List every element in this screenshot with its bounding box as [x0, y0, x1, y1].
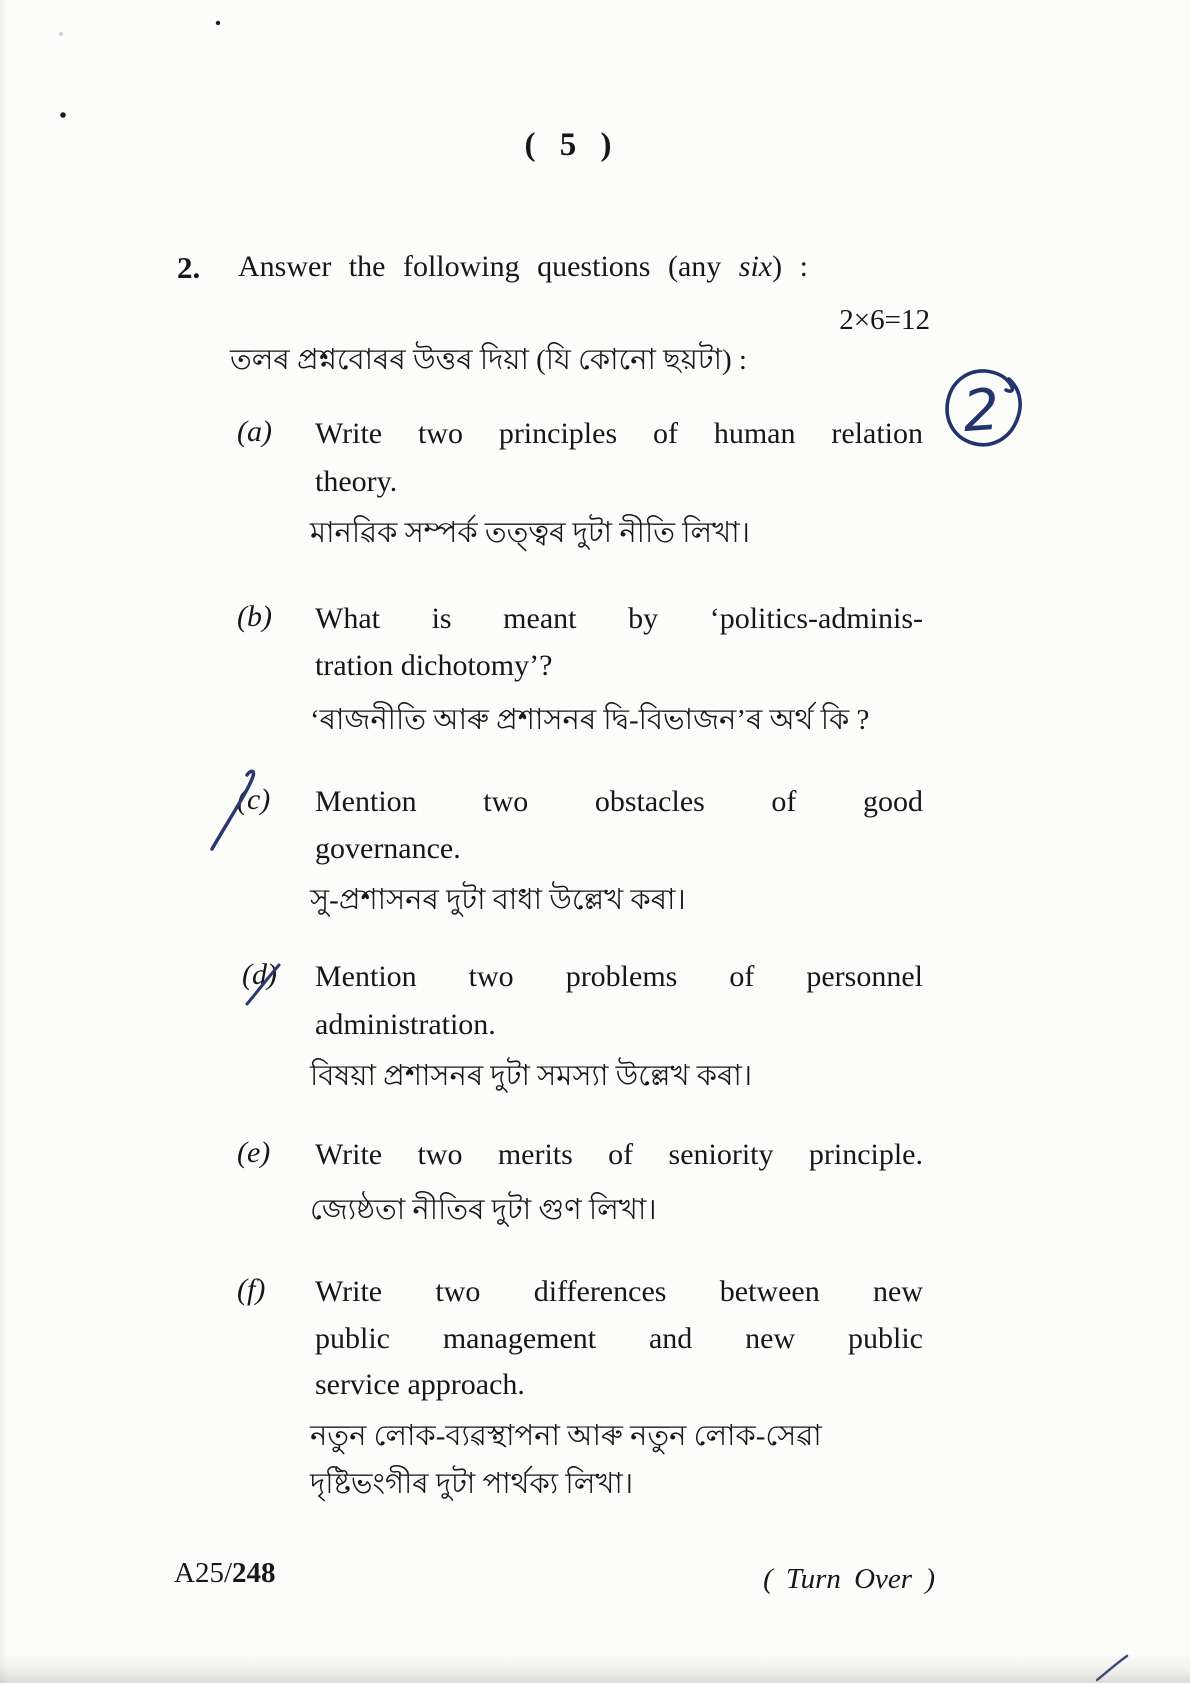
item-f-line-2: public management and new public: [315, 1322, 923, 1355]
item-d-line-1: Mention two problems of personnel: [315, 960, 923, 993]
item-f-line-3: service approach.: [315, 1368, 525, 1401]
item-d-line-2: administration.: [315, 1008, 496, 1041]
item-a-line-2: theory.: [315, 465, 398, 498]
scan-edge-left: [0, 0, 8, 1683]
handwritten-circled-number: 2: [960, 376, 1002, 446]
prompt-italic-word: six: [738, 250, 773, 283]
item-b-assamese: ‘ৰাজনীতি আৰু প্ৰশাসনৰ দ্বি-বিভাজন’ৰ অৰ্থ কি ?: [310, 704, 870, 736]
scan-edge-bottom: [0, 1653, 1190, 1683]
item-a-label: (a): [237, 415, 272, 448]
paper-code: [174, 1557, 276, 1590]
item-d-label: (d): [242, 958, 277, 991]
paper-code-prefix: A25/: [174, 1557, 232, 1589]
question-prompt-assamese: তলৰ প্ৰশ্নবোৰৰ উত্তৰ দিয়া (যি কোনো ছয়টা) :: [230, 344, 747, 376]
marks-allocation: 2×6=12: [839, 304, 930, 336]
item-e-line-1: Write two merits of seniority principle.: [315, 1138, 923, 1171]
scan-speck-left: [60, 112, 66, 118]
item-f-line-1: Write two differences between new: [315, 1275, 923, 1308]
prompt-text: Answer the following questions (any: [238, 250, 739, 283]
item-b-line-1: What is meant by ‘politics-adminis-: [315, 602, 923, 635]
page-number: ( 5 ): [524, 127, 616, 163]
item-f-assamese-2: দৃষ্টিভংগীৰ দুটা পাৰ্থক্য লিখা।: [310, 1468, 634, 1500]
item-b-line-2: tration dichotomy’?: [315, 649, 553, 682]
item-b-label: (b): [237, 600, 272, 633]
question-number: 2.: [177, 250, 201, 285]
handwritten-circle: [947, 371, 1020, 445]
item-f-assamese-1: নতুন লোক-ব্যৱস্থাপনা আৰু নতুন লোক-সেৱা: [310, 1420, 822, 1452]
prompt-text-end: ) :: [772, 250, 808, 283]
item-c-line-1: Mention two obstacles of good: [315, 785, 923, 818]
scan-speck-top: [216, 21, 220, 25]
item-c-label: (c): [237, 783, 271, 816]
item-e-assamese: জ্যেষ্ঠতা নীতিৰ দুটা গুণ লিখা।: [310, 1194, 657, 1226]
item-d-assamese: বিষয়া প্ৰশাসনৰ দুটা সমস্যা উল্লেখ কৰা।: [310, 1060, 753, 1092]
paper-code-number: 248: [232, 1557, 276, 1589]
item-c-line-2: governance.: [315, 832, 461, 865]
item-f-label: (f): [237, 1273, 266, 1306]
turn-over-note: ( Turn Over ): [763, 1563, 935, 1595]
item-a-line-1: Write two principles of human relation: [315, 417, 923, 450]
item-c-assamese: সু-প্ৰশাসনৰ দুটা বাধা উল্লেখ কৰা।: [310, 884, 686, 916]
item-a-assamese: মানৱিক সম্পৰ্ক তত্ত্বৰ দুটা নীতি লিখা।: [310, 517, 750, 549]
scan-speck-faint: [59, 32, 63, 36]
question-prompt-english: [238, 250, 808, 284]
item-e-label: (e): [237, 1136, 271, 1169]
